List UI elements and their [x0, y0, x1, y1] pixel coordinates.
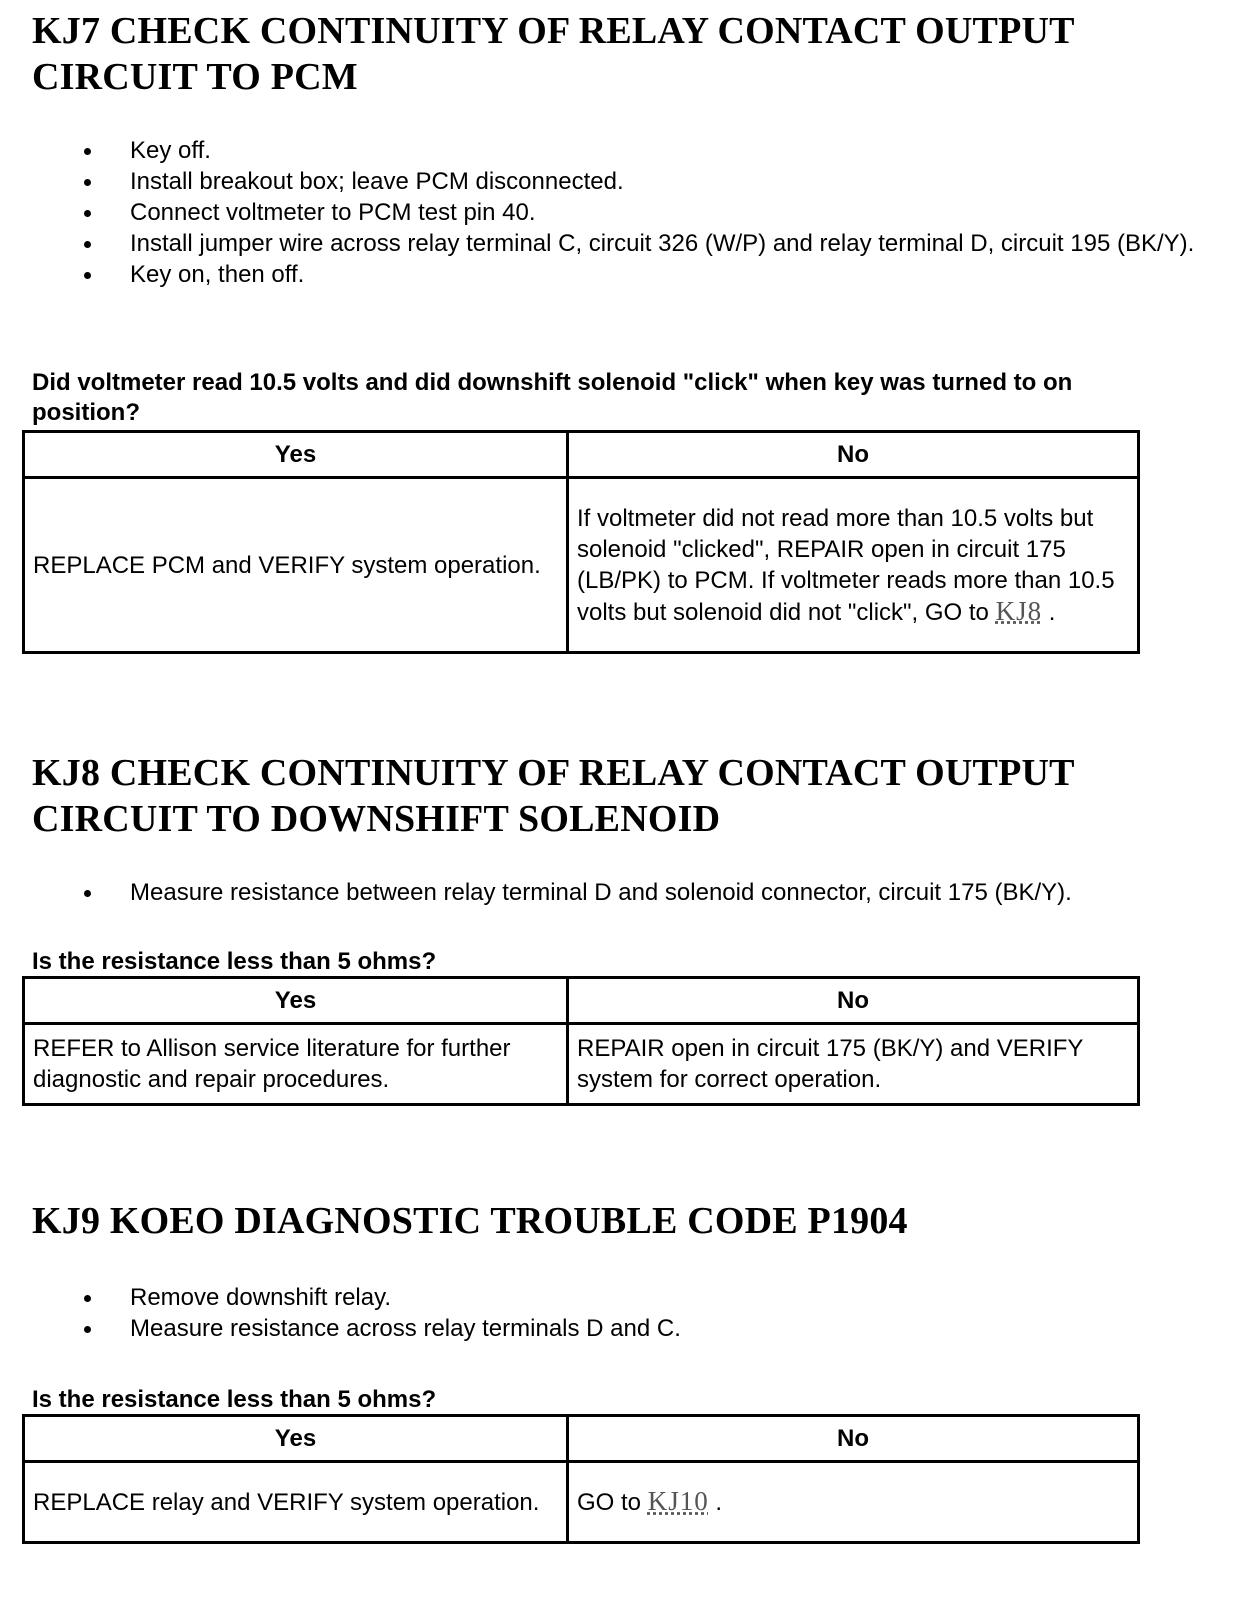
- kj8-step-list: [80, 877, 1230, 908]
- no-cell: REPAIR open in circuit 175 (BK/Y) and VERIFY system for correct operation.: [568, 1024, 1139, 1105]
- yes-cell: REPLACE relay and VERIFY system operation.: [24, 1462, 568, 1543]
- list-item: Measure resistance between relay terminal D and solenoid connector, circuit 175 (BK/Y).: [80, 877, 1230, 908]
- list-item: Install jumper wire across relay terminal C, circuit 326 (W/P) and relay terminal D, circuit 195 (BK/Y).: [80, 228, 1210, 259]
- table-header-row: [24, 432, 1139, 478]
- table-row: [24, 1462, 1139, 1543]
- no-header: No: [568, 978, 1139, 1024]
- list-item: Install breakout box; leave PCM disconnected.: [80, 166, 1210, 197]
- kj8-result-table: [22, 976, 1140, 1106]
- kj9-step-list: [80, 1282, 1210, 1344]
- yes-header: Yes: [24, 1416, 568, 1462]
- yes-header: Yes: [24, 978, 568, 1024]
- kj9-result-table: [22, 1414, 1140, 1544]
- no-action: If voltmeter did not read more than 10.5 volts but solenoid "clicked", REPAIR open in circuit 175 (LB/PK) to PCM. If voltmeter reads more than 10.5 volts but solenoid did not "click", GO to: [577, 504, 1115, 626]
- yes-cell: [24, 478, 568, 653]
- list-item: Remove downshift relay.: [80, 1282, 1210, 1313]
- table-header-row: [24, 978, 1139, 1024]
- kj9-question: Is the resistance less than 5 ohms?: [32, 1386, 437, 1413]
- kj7-title: KJ7 CHECK CONTINUITY OF RELAY CONTACT OUTPUT CIRCUIT TO PCM: [32, 10, 1074, 98]
- yes-header: Yes: [24, 432, 568, 478]
- kj10-link[interactable]: KJ10: [647, 1486, 709, 1516]
- list-item: Key off.: [80, 135, 1210, 166]
- table-header-row: [24, 1416, 1139, 1462]
- table-row: [24, 478, 1139, 653]
- no-cell: [568, 1462, 1139, 1543]
- no-header: No: [568, 1416, 1139, 1462]
- no-suffix: .: [1048, 598, 1056, 626]
- yes-cell: REFER to Allison service literature for further diagnostic and repair procedures.: [24, 1024, 568, 1105]
- kj8-link[interactable]: KJ8: [995, 595, 1043, 626]
- list-item: Key on, then off.: [80, 259, 1210, 290]
- no-action: GO to: [577, 1489, 642, 1516]
- no-cell: [568, 478, 1139, 653]
- kj8-question: Is the resistance less than 5 ohms?: [32, 948, 437, 975]
- yes-action: REPLACE PCM and VERIFY system operation.: [33, 551, 541, 579]
- kj8-title: KJ8 CHECK CONTINUITY OF RELAY CONTACT OUTPUT CIRCUIT TO DOWNSHIFT SOLENOID: [32, 752, 1074, 840]
- table-row: [24, 1024, 1139, 1105]
- no-suffix: .: [715, 1489, 723, 1516]
- kj9-title: KJ9 KOEO DIAGNOSTIC TROUBLE CODE P1904: [32, 1200, 908, 1242]
- no-header: No: [568, 432, 1139, 478]
- kj7-step-list: [80, 135, 1210, 290]
- kj7-result-table: [22, 430, 1140, 654]
- list-item: Measure resistance across relay terminals D and C.: [80, 1313, 1210, 1344]
- kj7-question: Did voltmeter read 10.5 volts and did downshift solenoid "click" when key was turned to on position?: [32, 369, 1073, 426]
- list-item: Connect voltmeter to PCM test pin 40.: [80, 197, 1210, 228]
